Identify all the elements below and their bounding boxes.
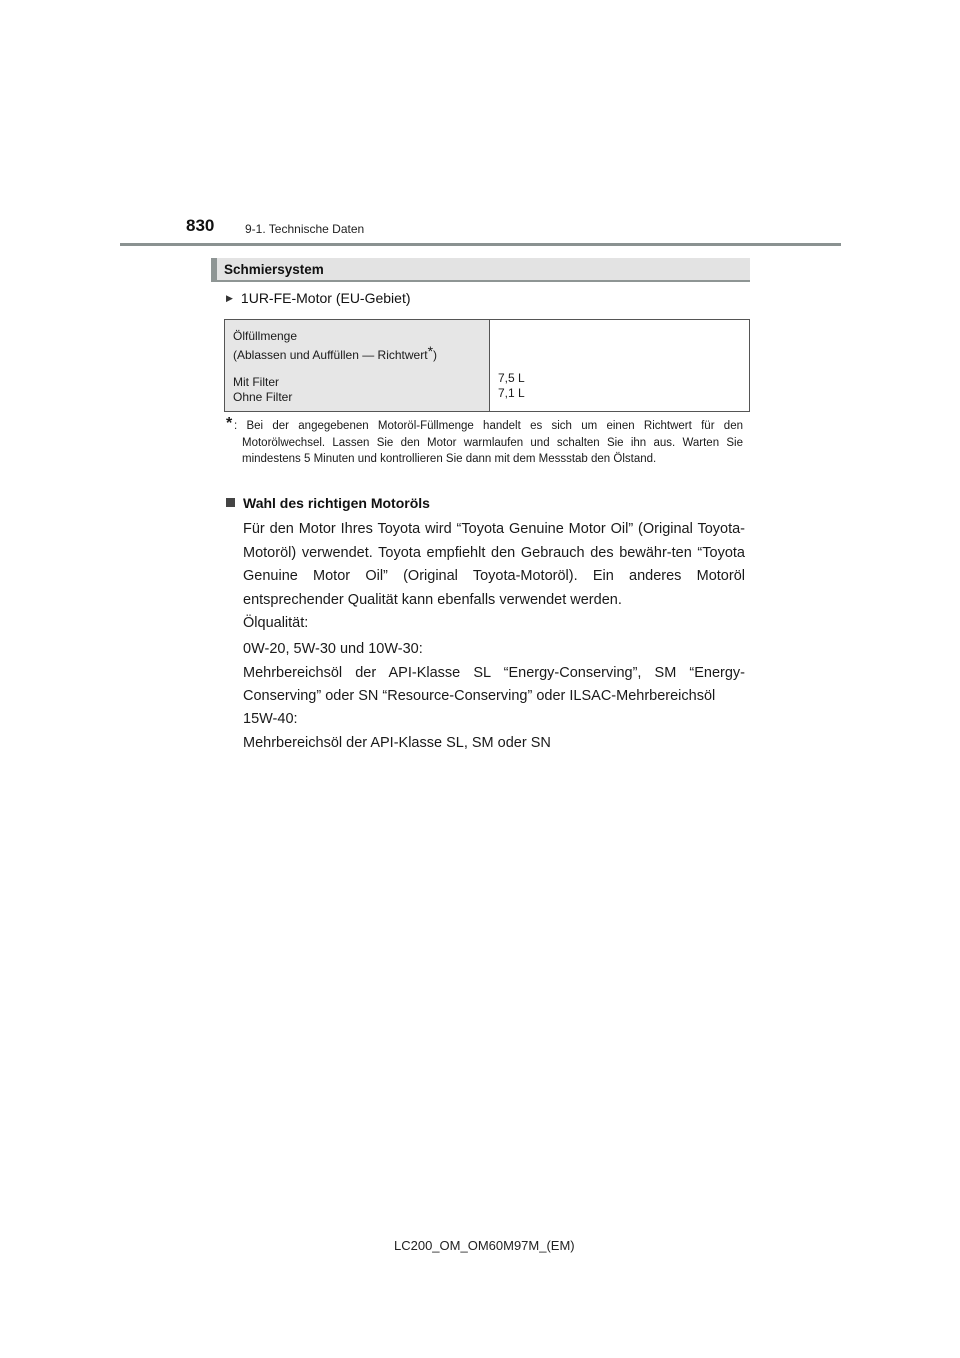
section-bar-accent bbox=[211, 258, 217, 282]
footnote bbox=[226, 415, 743, 468]
footer-document-code: LC200_OM_OM60M97M_(EM) bbox=[394, 1238, 575, 1253]
footnote-mark: * bbox=[226, 415, 233, 432]
table-heading-line1: Ölfüllmenge bbox=[233, 329, 298, 343]
page-number: 830 bbox=[186, 216, 215, 235]
square-bullet-icon bbox=[226, 498, 235, 507]
engine-bullet-text: 1UR-FE-Motor (EU-Gebiet) bbox=[240, 290, 411, 306]
triangle-right-icon: ▶ bbox=[226, 292, 233, 303]
table-label-without-filter: Ohne Filter bbox=[233, 390, 293, 404]
section-title-bar bbox=[211, 258, 750, 282]
oil-grade-1-text: Mehrbereichsöl der API-Klasse SL “Energy-Conserving”, SM “Energy-Conserving” oder SN “Resource-Conserving” oder ILSAC-Mehrbereichsöl bbox=[243, 664, 745, 704]
footnote-star: * bbox=[427, 343, 434, 359]
table-value-without-filter: 7,1 L bbox=[498, 386, 525, 400]
subsection-heading bbox=[226, 495, 430, 511]
oil-grade-block-1 bbox=[243, 638, 745, 709]
oil-grade-2-text: Mehrbereichsöl der API-Klasse SL, SM oder SN bbox=[243, 734, 551, 751]
subsection-title: Wahl des richtigen Motoröls bbox=[243, 495, 430, 511]
engine-bullet bbox=[226, 290, 411, 306]
table-label-cell bbox=[225, 320, 490, 412]
section-title: Schmiersystem bbox=[224, 262, 324, 277]
oil-grade-block-2 bbox=[243, 708, 745, 755]
oil-grade-2-title: 15W-40: bbox=[243, 711, 298, 727]
section-bar-underline bbox=[211, 280, 750, 282]
header-rule bbox=[120, 243, 841, 246]
oil-intro-paragraph: Für den Motor Ihres Toyota wird “Toyota Genuine Motor Oil” (Original Toyota-Motoröl) verwendet. Toyota empfiehlt den Gebrauch des bewähr-ten “Toyota Genuine Motor Oil” (Original Toyota-Motoröl). Ein anderes Motoröl entsprechender Qualität kann ebenfalls verwendet werden. bbox=[243, 521, 745, 608]
table-value-with-filter: 7,5 L bbox=[498, 371, 525, 385]
oil-capacity-table bbox=[224, 319, 750, 412]
table-heading-line2: (Ablassen und Auffüllen — Richtwert*) bbox=[233, 343, 438, 362]
oil-quality-label: Ölqualität: bbox=[243, 615, 309, 631]
table-value-cell bbox=[490, 320, 750, 412]
oil-grade-1-title: 0W-20, 5W-30 und 10W-30: bbox=[243, 641, 423, 657]
table-row bbox=[225, 320, 750, 412]
footnote-text: : Bei der angegebenen Motoröl-Füllmenge handelt es sich um einen Richtwert für den Motorölwechsel. Lassen Sie den Motor warmlaufen und schalten Sie ihn aus. Warten Sie mindestens 5 Minuten und kontrollieren Sie dann mit dem Messstab den Ölstand. bbox=[234, 420, 743, 465]
table-label-with-filter: Mit Filter bbox=[233, 375, 279, 389]
section-reference: 9-1. Technische Daten bbox=[245, 222, 365, 236]
